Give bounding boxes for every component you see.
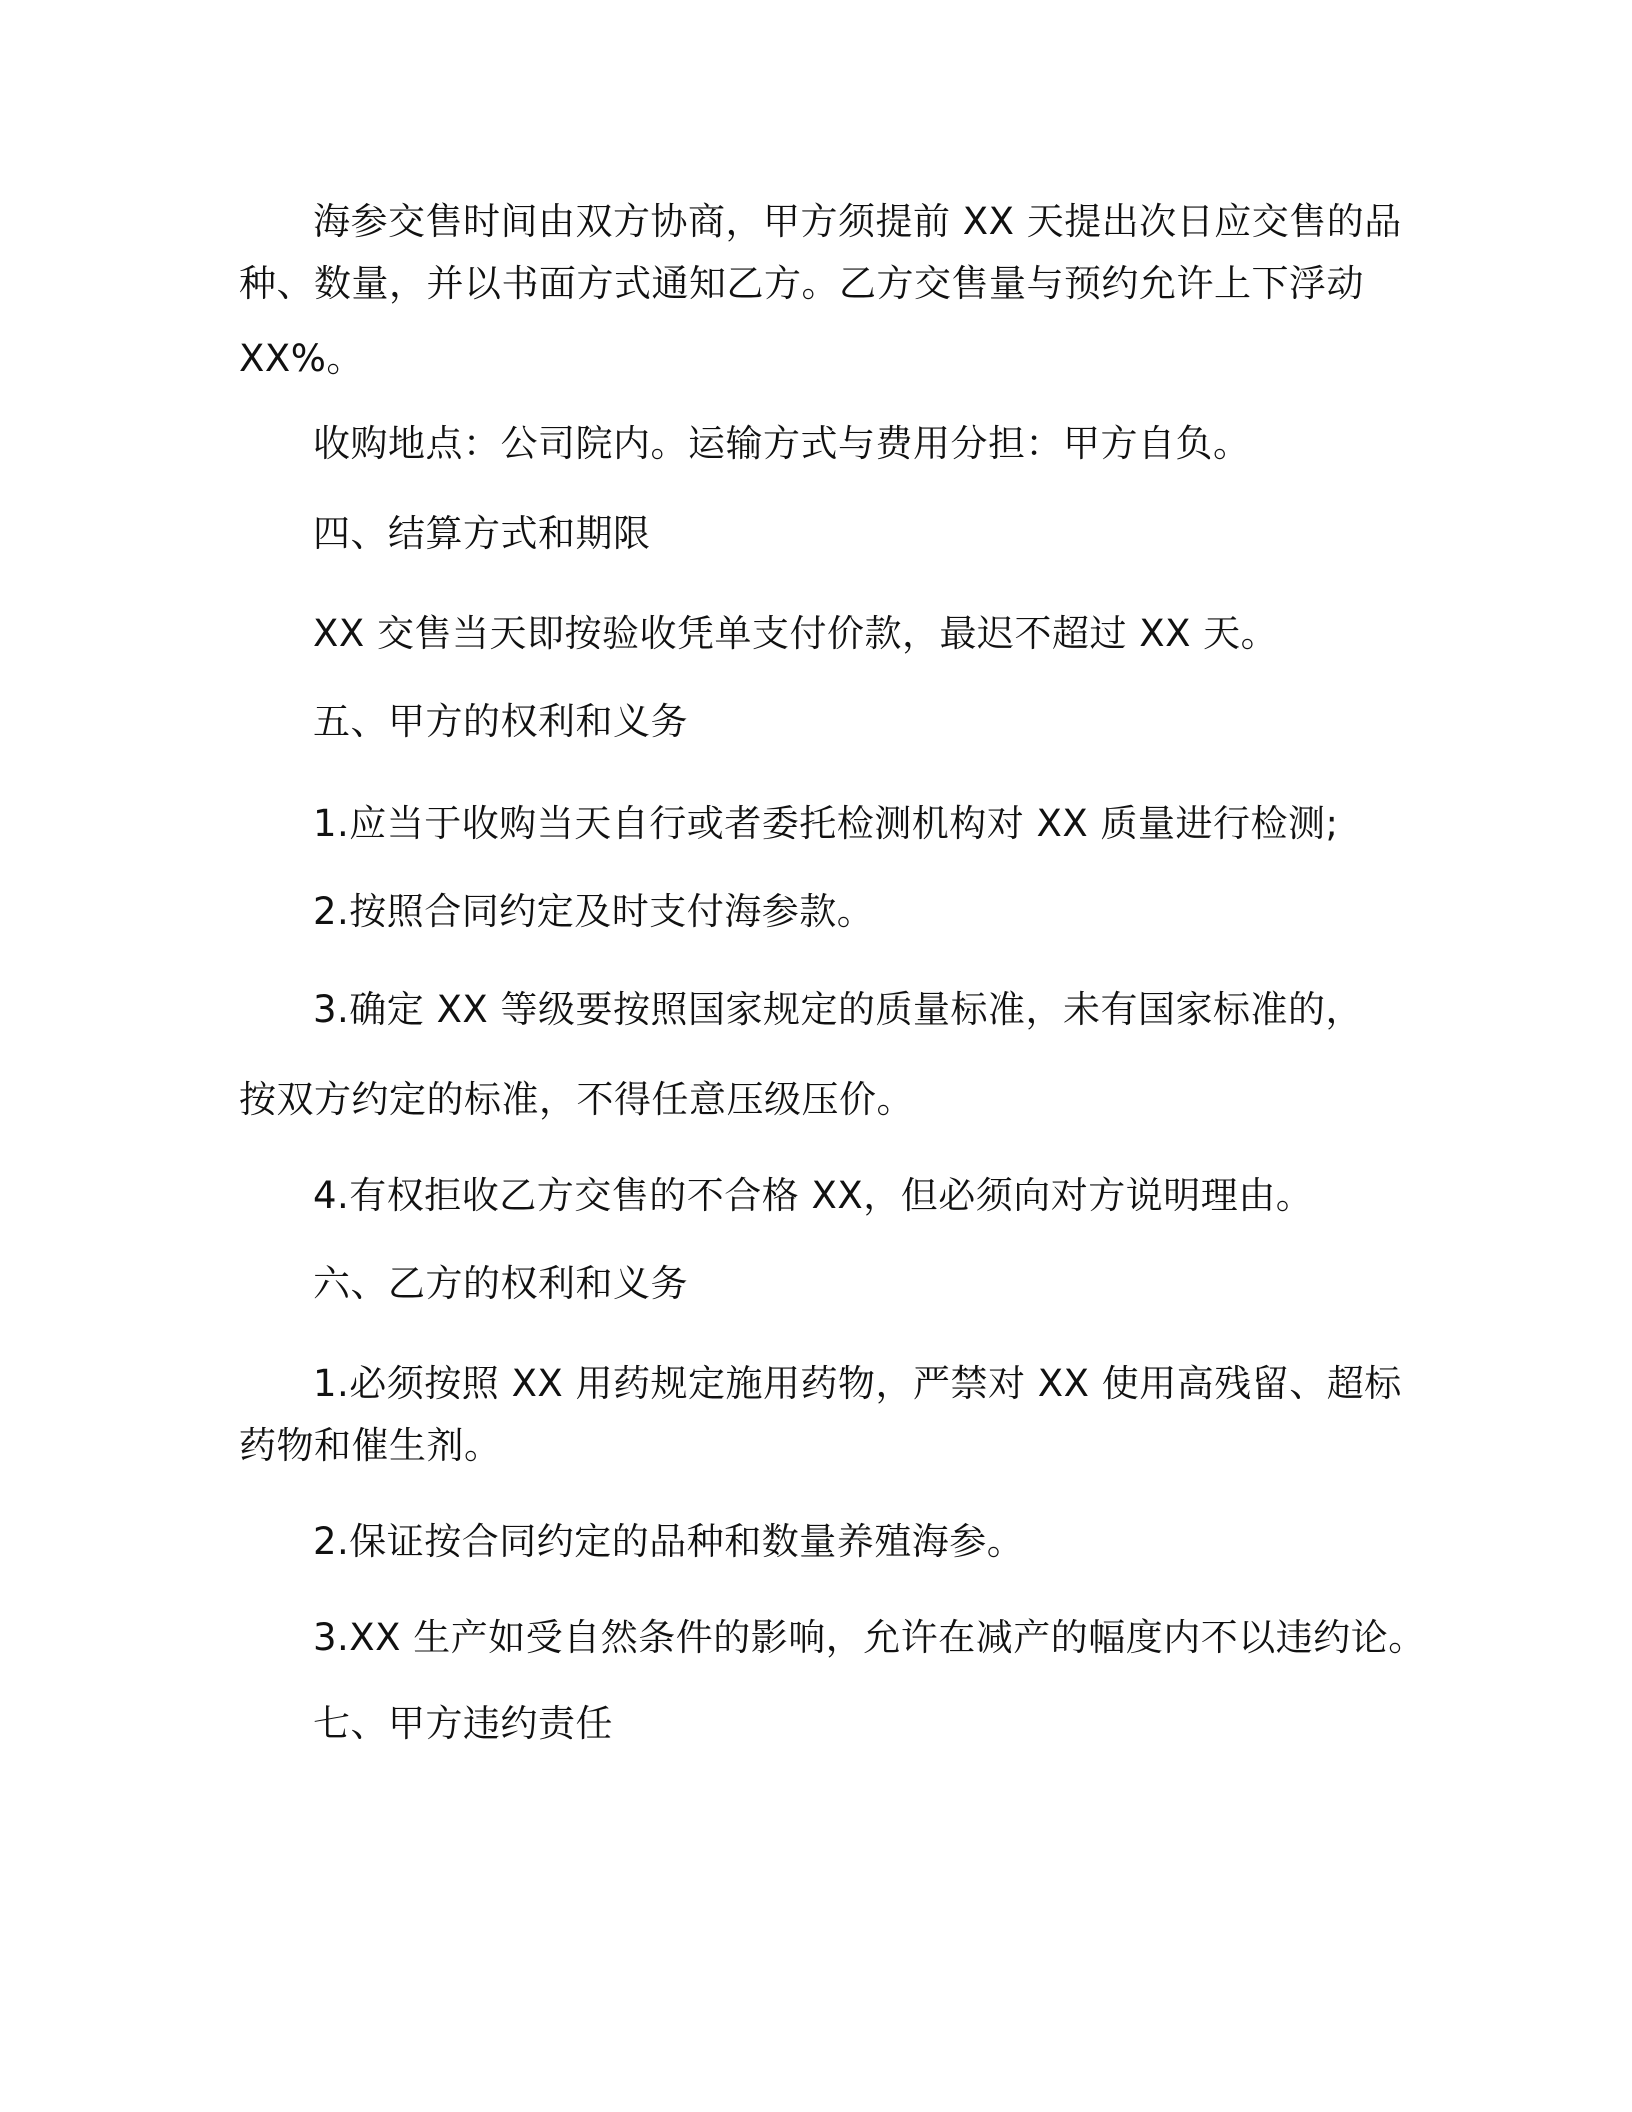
list-item: 按双方约定的标准，不得任意压级压价。: [239, 1078, 914, 1121]
section-heading: 五、甲方的权利和义务: [313, 700, 688, 743]
list-item: 1.必须按照 XX 用药规定施用药物，严禁对 XX 使用高残留、超标: [313, 1362, 1402, 1405]
list-item: 3.XX 生产如受自然条件的影响，允许在减产的幅度内不以违约论。: [313, 1616, 1426, 1659]
section-heading: 四、结算方式和期限: [313, 512, 651, 555]
paragraph-line: XX%。: [239, 337, 364, 380]
paragraph-line: 种、数量，并以书面方式通知乙方。乙方交售量与预约允许上下浮动: [239, 262, 1364, 305]
section-heading: 七、甲方违约责任: [313, 1702, 613, 1745]
list-item: 3.确定 XX 等级要按照国家规定的质量标准，未有国家标准的，: [313, 988, 1364, 1031]
list-item: 2.保证按合同约定的品种和数量养殖海参。: [313, 1520, 1025, 1563]
paragraph-line: XX 交售当天即按验收凭单支付价款，最迟不超过 XX 天。: [313, 612, 1279, 655]
section-heading: 六、乙方的权利和义务: [313, 1262, 688, 1305]
list-item: 1.应当于收购当天自行或者委托检测机构对 XX 质量进行检测;: [313, 802, 1339, 845]
list-item: 4.有权拒收乙方交售的不合格 XX，但必须向对方说明理由。: [313, 1174, 1314, 1217]
paragraph-line: 收购地点：公司院内。运输方式与费用分担：甲方自负。: [313, 422, 1251, 465]
list-item: 药物和催生剂。: [239, 1424, 502, 1467]
paragraph-line: 海参交售时间由双方协商，甲方须提前 XX 天提出次日应交售的品: [313, 200, 1402, 243]
list-item: 2.按照合同约定及时支付海参款。: [313, 890, 875, 933]
